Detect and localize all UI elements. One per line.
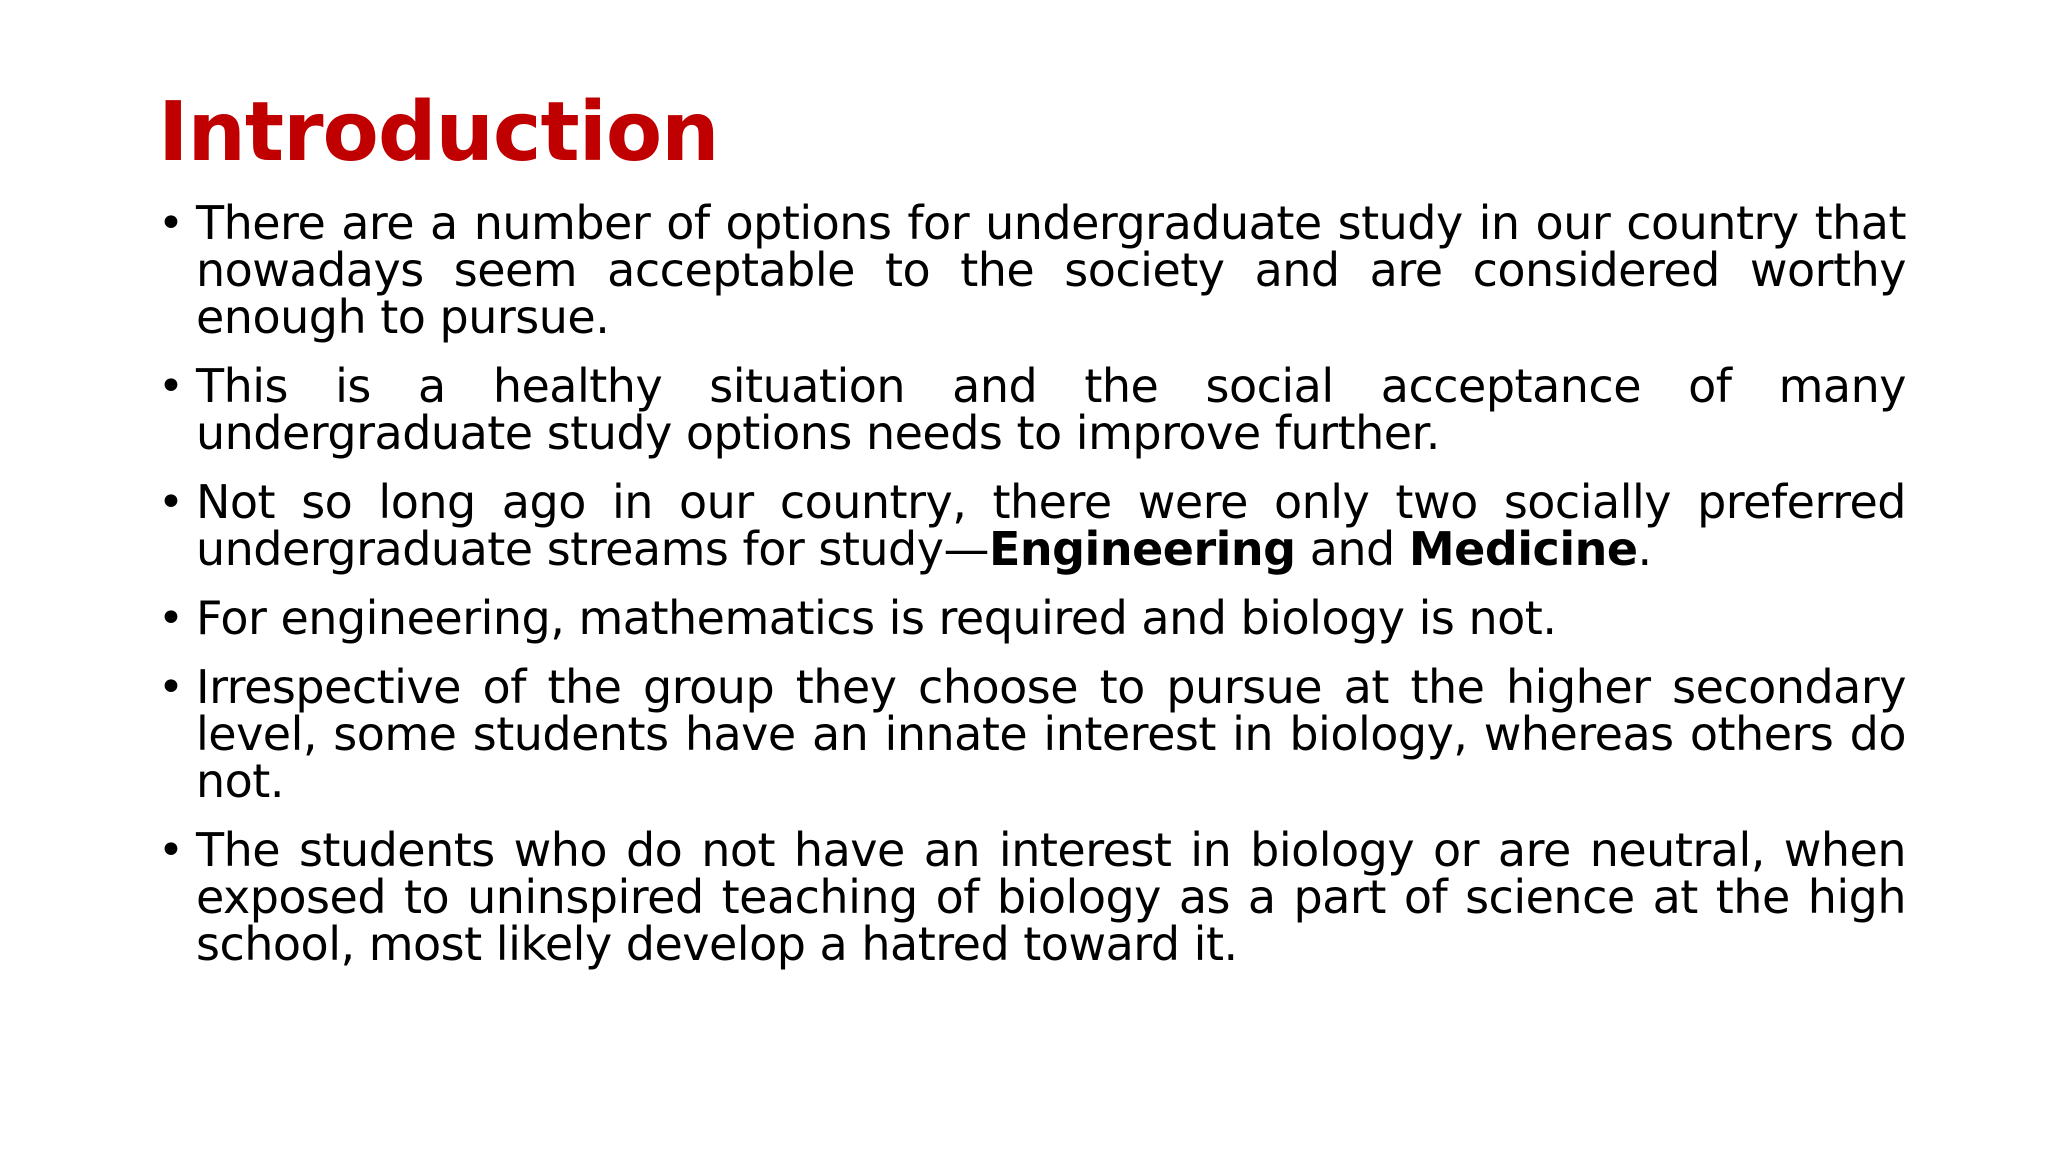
bullet-text: and — [1295, 522, 1409, 576]
bullet-item-4 — [158, 591, 1906, 645]
bullet-icon: • — [158, 361, 184, 412]
bold-term-medicine: Medicine — [1408, 522, 1638, 576]
bullet-icon: • — [158, 593, 184, 644]
bullet-list — [158, 196, 1906, 990]
bullet-item-3 — [158, 475, 1906, 576]
slide-title: Introduction — [158, 85, 719, 180]
bullet-text: . — [1637, 522, 1652, 576]
bullet-text: Not so long ago in our country, there were only two socially preferred undergraduate streams for study— — [196, 475, 1906, 576]
bullet-icon: • — [158, 662, 184, 713]
bullet-text: There are a number of options for undergraduate study in our country that nowadays seem acceptable to the society and are considered worthy enough to pursue. — [196, 196, 1906, 344]
bullet-item-1 — [158, 196, 1906, 344]
bullet-text: This is a healthy situation and the social acceptance of many undergraduate study options needs to improve further. — [196, 359, 1906, 460]
bullet-text: Irrespective of the group they choose to pursue at the higher secondary level, some students have an innate interest in biology, whereas others do not. — [196, 660, 1906, 808]
bullet-item-5 — [158, 660, 1906, 808]
bullet-icon: • — [158, 477, 184, 528]
bullet-item-6 — [158, 823, 1906, 971]
bullet-icon: • — [158, 825, 184, 876]
bullet-text: For engineering, mathematics is required and biology is not. — [196, 591, 1557, 645]
bold-term-engineering: Engineering — [988, 522, 1296, 576]
bullet-item-2 — [158, 359, 1906, 460]
bullet-text: The students who do not have an interest in biology or are neutral, when exposed to uninspired teaching of biology as a part of science at the high school, most likely develop a hatred toward it. — [196, 823, 1906, 971]
bullet-icon: • — [158, 198, 184, 249]
